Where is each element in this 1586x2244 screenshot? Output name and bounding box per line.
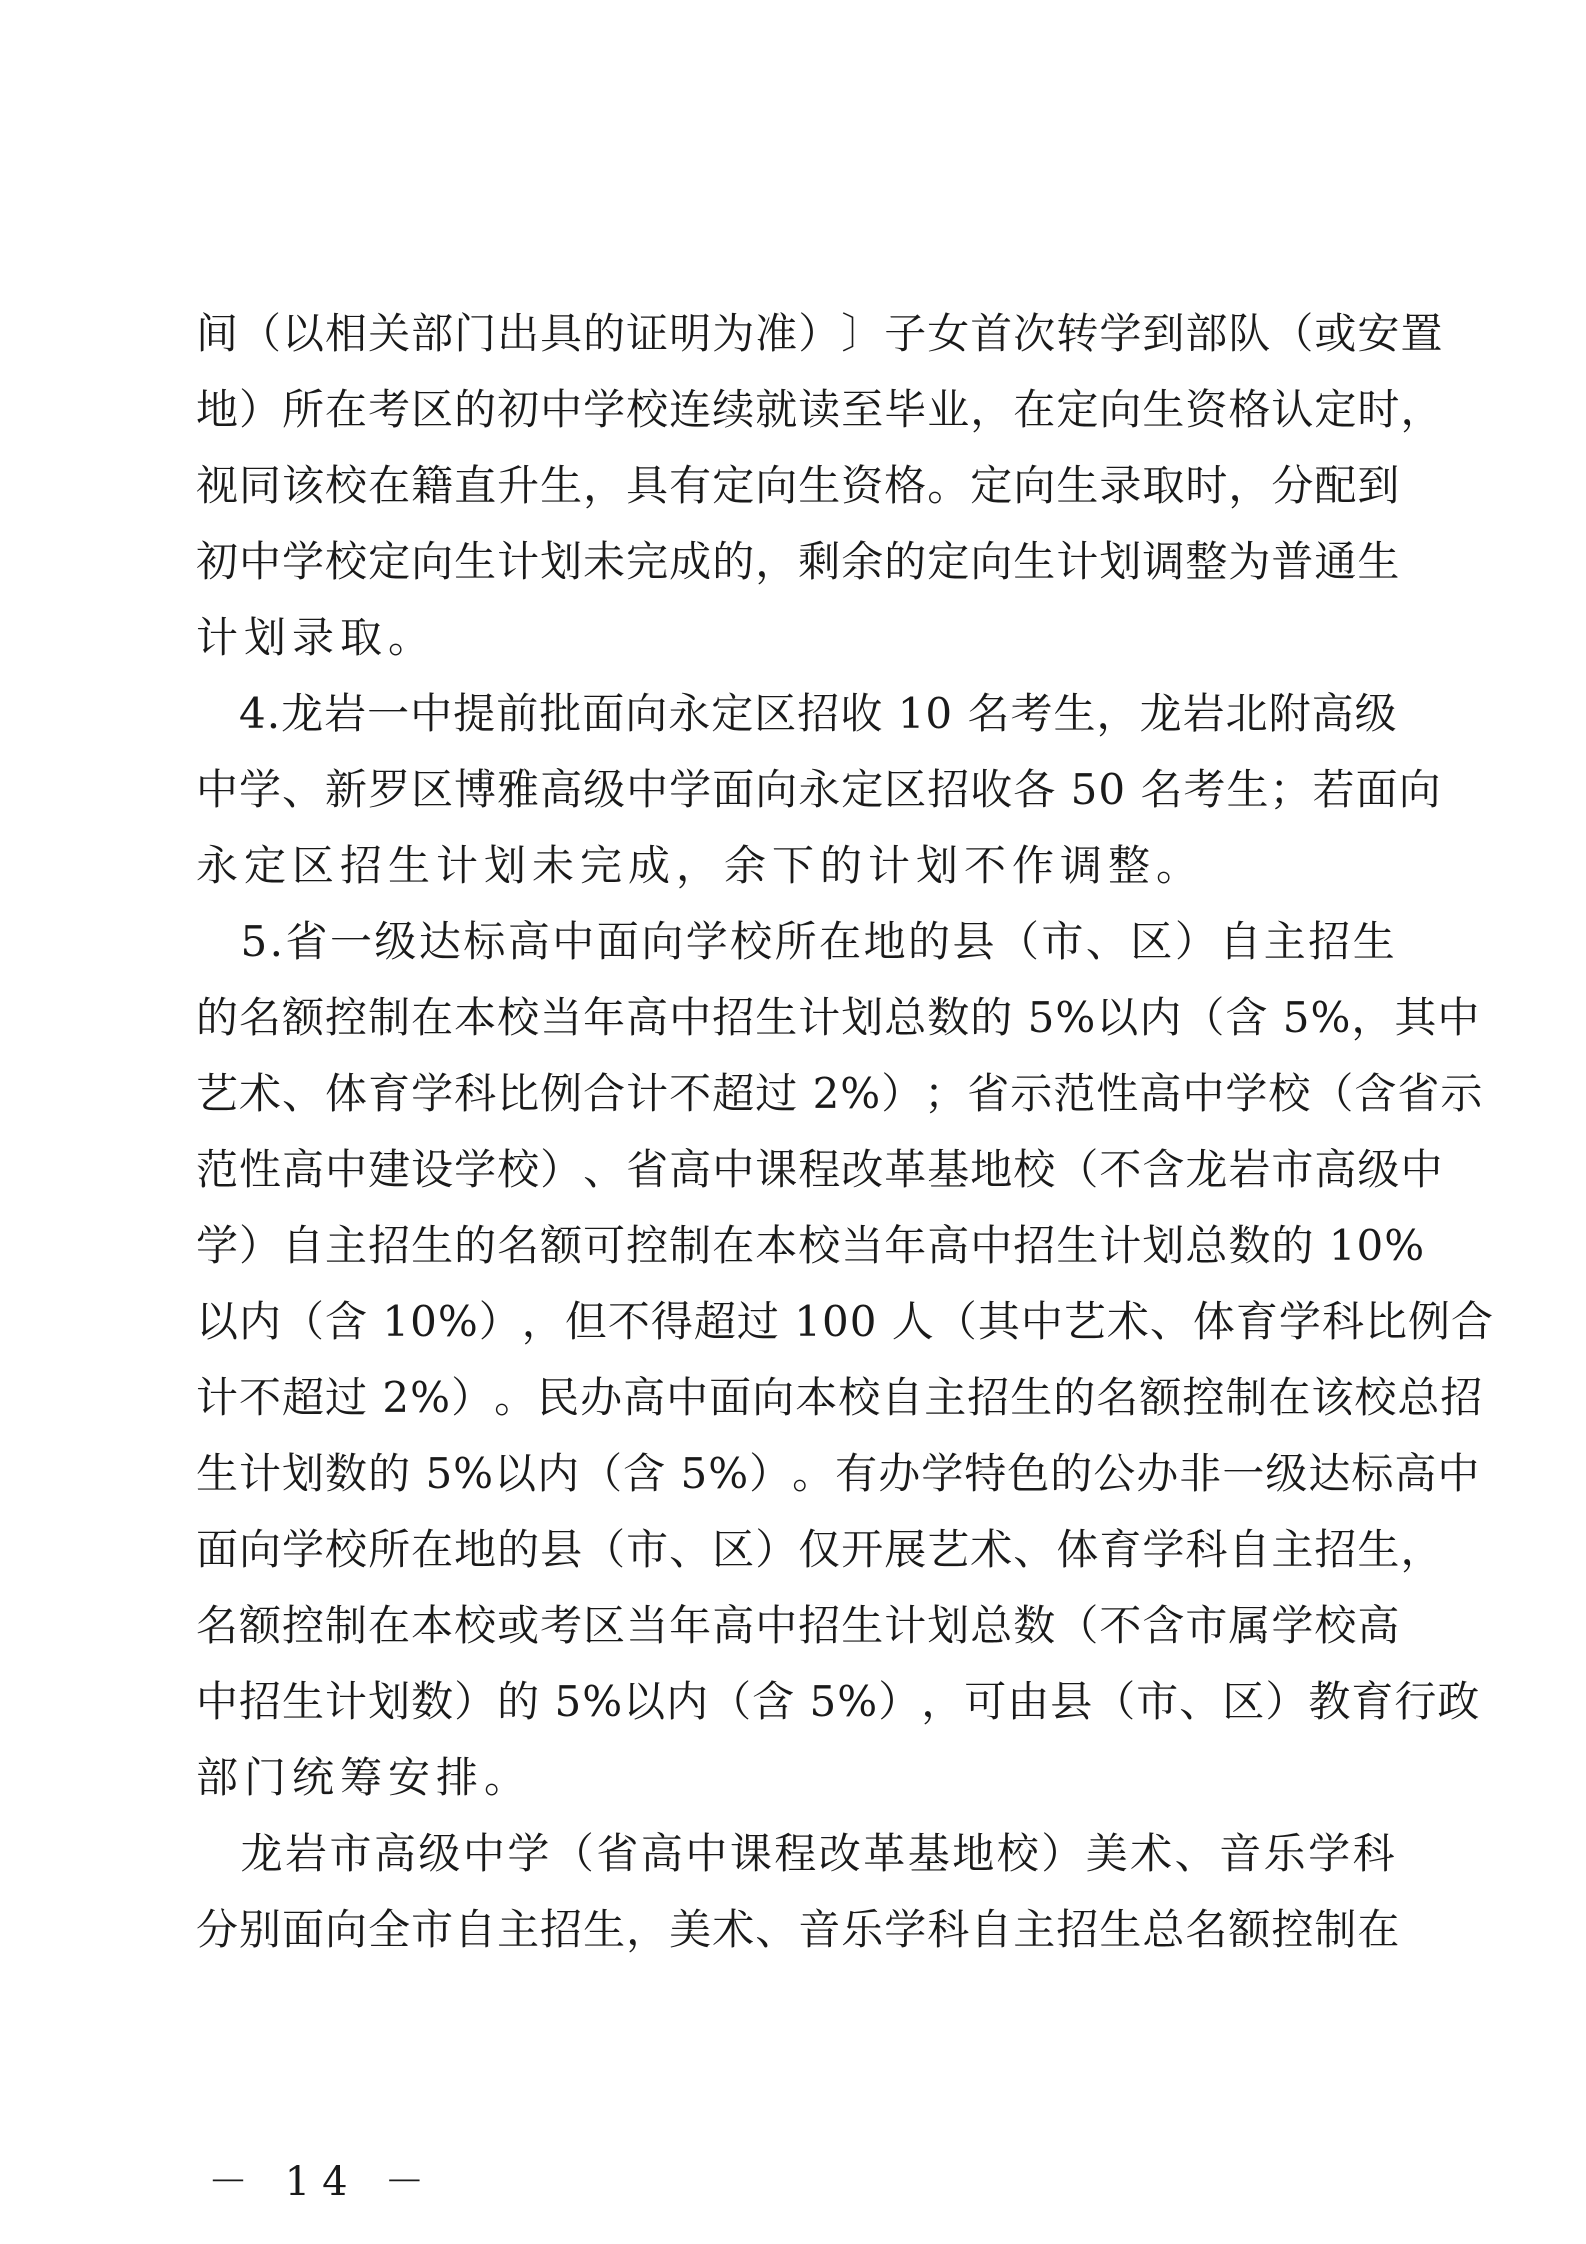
- text-line: 艺 术 、 体 育 学 科 比 例 合 计 不 超 过 2% ） ； 省 示 范 性 高 中 学 校 （ 含 省 示: [196, 1069, 1484, 1118]
- document-body: [196, 296, 1494, 1968]
- text-line: 计 不 超 过 2% ） 。 民 办 高 中 面 向 本 校 自 主 招 生 的 名 额 控 制 在 该 校 总 招: [196, 1373, 1484, 1422]
- text-line: 的 名 额 控 制 在 本 校 当 年 高 中 招 生 计 划 总 数 的 5% 以 内 （ 含 5% ， 其 中: [196, 993, 1481, 1042]
- text-line: 4 . 龙 岩 一 中 提 前 批 面 向 永 定 区 招 收 10 名 考 生 ， 龙 岩 北 附 高 级: [239, 689, 1398, 738]
- text-line: 计划录取。: [196, 613, 437, 662]
- text-line: 地 ） 所 在 考 区 的 初 中 学 校 连 续 就 读 至 毕 业 ， 在 定 向 生 资 格 认 定 时 ，: [196, 385, 1444, 434]
- text-line: 永定区招生计划未完成，余下的计划不作调整。: [196, 841, 1205, 890]
- paragraph-longyan-high-school: [196, 1816, 1401, 1968]
- text-line: 以 内 （ 含 10% ） ， 但 不 得 超 过 100 人 （ 其 中 艺 术 、 体 育 学 科 比 例 合: [196, 1297, 1494, 1346]
- text-line: 分 别 面 向 全 市 自 主 招 生 ， 美 术 、 音 乐 学 科 自 主 招 生 总 名 额 控 制 在: [196, 1905, 1401, 1954]
- text-line: 初 中 学 校 定 向 生 计 划 未 完 成 的 ， 剩 余 的 定 向 生 计 划 调 整 为 普 通 生: [196, 537, 1401, 586]
- text-line: 5 . 省 一 级 达 标 高 中 面 向 学 校 所 在 地 的 县 （ 市 、 区 ） 自 主 招 生: [240, 917, 1396, 966]
- text-line: 视 同 该 校 在 籍 直 升 生 ， 具 有 定 向 生 资 格 。 定 向 生 录 取 时 ， 分 配 到: [196, 461, 1401, 510]
- text-line: 学 ） 自 主 招 生 的 名 额 可 控 制 在 本 校 当 年 高 中 招 生 计 划 总 数 的 10%: [196, 1221, 1426, 1270]
- text-line: 面 向 学 校 所 在 地 的 县 （ 市 、 区 ） 仅 开 展 艺 术 、 体 育 学 科 自 主 招 生 ，: [196, 1525, 1444, 1574]
- text-line: 中 学 、 新 罗 区 博 雅 高 级 中 学 面 向 永 定 区 招 收 各 50 名 考 生 ； 若 面 向: [196, 765, 1442, 814]
- paragraph-item-4: [196, 676, 1442, 904]
- text-line: 名 额 控 制 在 本 校 或 考 区 当 年 高 中 招 生 计 划 总 数 （ 不 含 市 属 学 校 高: [196, 1601, 1401, 1650]
- text-line: 龙 岩 市 高 级 中 学 （ 省 高 中 课 程 改 革 基 地 校 ） 美 术 、 音 乐 学 科: [240, 1829, 1396, 1878]
- text-line: 生 计 划 数 的 5% 以 内 （ 含 5% ） 。 有 办 学 特 色 的 公 办 非 一 级 达 标 高 中: [196, 1449, 1481, 1498]
- page-number: － 14 －: [208, 2159, 437, 2205]
- paragraph-item-5: [196, 904, 1494, 1816]
- text-line: 部门统筹安排。: [196, 1753, 533, 1802]
- paragraph-continuation: [196, 296, 1444, 676]
- text-line: 间 （ 以 相 关 部 门 出 具 的 证 明 为 准 ） 〕 子 女 首 次 转 学 到 部 队 （ 或 安 置: [196, 309, 1444, 358]
- text-line: 范 性 高 中 建 设 学 校 ） 、 省 高 中 课 程 改 革 基 地 校 （ 不 含 龙 岩 市 高 级 中: [196, 1145, 1444, 1194]
- text-line: 中 招 生 计 划 数 ） 的 5% 以 内 （ 含 5% ） ， 可 由 县 （ 市 、 区 ） 教 育 行 政: [196, 1677, 1481, 1726]
